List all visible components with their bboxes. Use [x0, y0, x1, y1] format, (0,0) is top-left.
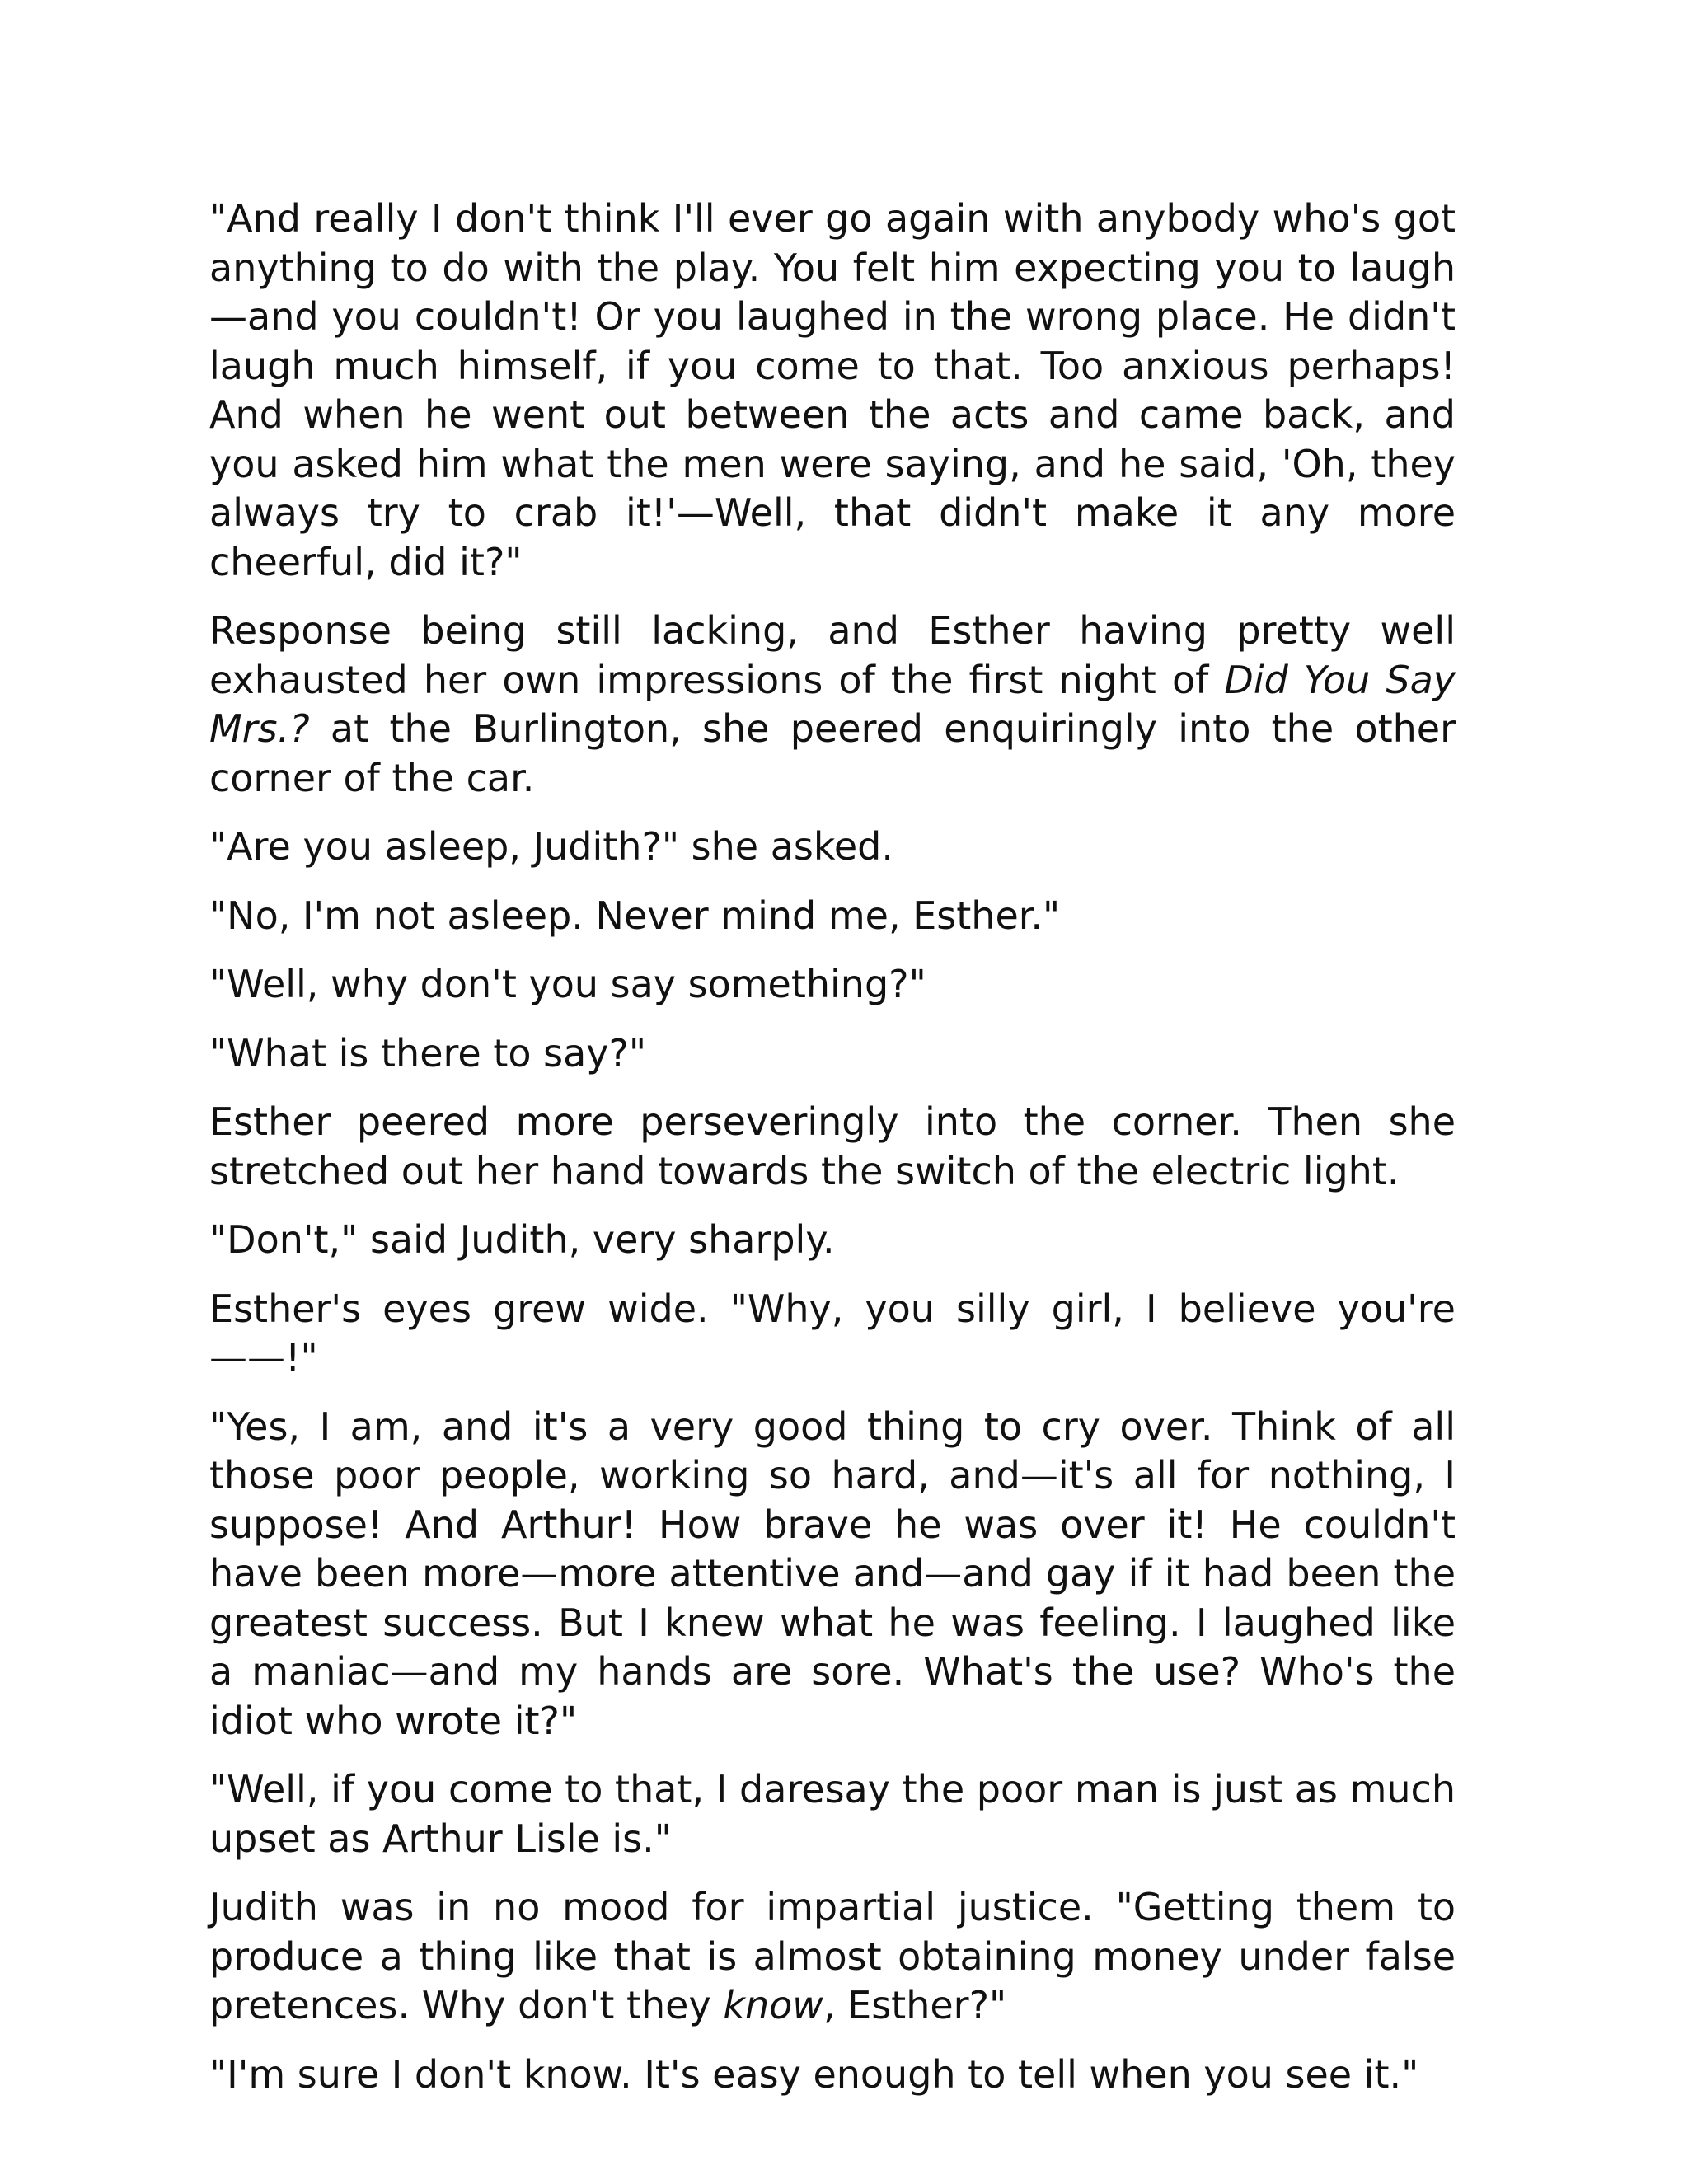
paragraph-8 — [209, 1216, 1456, 1265]
paragraph-6 — [209, 1029, 1456, 1079]
paragraph-5 — [209, 960, 1456, 1010]
paragraph-2 — [209, 607, 1456, 803]
paragraph-text: Esther peered more perseveringly into the corner. Then she stretched out her hand towards the switch of the electric light. — [209, 1099, 1456, 1193]
paragraph-11 — [209, 1765, 1456, 1863]
paragraph-13 — [209, 2050, 1456, 2100]
paragraph-text: "Are you asleep, Judith?" she asked. — [209, 824, 893, 869]
play-title: Did You Say Mrs.? — [209, 657, 1456, 751]
paragraph-text: Judith was in no mood for impartial justice. "Getting them to produce a thing like that is almost obtaining money under false pretences. Why don't they — [209, 1885, 1456, 2027]
paragraph-1 — [209, 194, 1456, 587]
emphasized-word: know — [723, 1983, 823, 2027]
paragraph-7 — [209, 1098, 1456, 1196]
paragraph-text: "No, I'm not asleep. Never mind me, Esther." — [209, 893, 1061, 938]
paragraph-3 — [209, 823, 1456, 872]
paragraph-text: "Well, why don't you say something?" — [209, 962, 926, 1006]
paragraph-9 — [209, 1285, 1456, 1383]
paragraph-4 — [209, 892, 1456, 941]
paragraph-text: "Don't," said Judith, very sharply. — [209, 1217, 835, 1262]
paragraph-text: , Esther?" — [823, 1983, 1007, 2027]
document-page — [209, 194, 1456, 2119]
paragraph-text: "And really I don't think I'll ever go again with anybody who's got anything to do with the play. You felt him expecting you to laugh—and you couldn't! Or you laughed in the wrong place. He didn't laugh much himself, if you come to that. Too anxious perhaps! And when he went out between the acts and came back, and you asked him what the men were saying, and he said, 'Oh, they always try to crab it!'—Well, that didn't make it any more cheerful, did it?" — [209, 196, 1456, 584]
paragraph-text: Response being still lacking, and Esther having pretty well exhausted her own impressions of the first night of — [209, 608, 1456, 702]
paragraph-text: "What is there to say?" — [209, 1030, 647, 1076]
paragraph-text: Esther's eyes grew wide. "Why, you silly girl, I believe you're——!" — [209, 1286, 1456, 1380]
paragraph-text: at the Burlington, she peered enquiringly into the other corner of the car. — [209, 706, 1456, 800]
paragraph-text: "I'm sure I don't know. It's easy enough to tell when you see it." — [209, 2051, 1419, 2097]
paragraph-text: "Yes, I am, and it's a very good thing to cry over. Think of all those poor people, working so hard, and—it's all for nothing, I suppose! And Arthur! How brave he was over it! He couldn't have been more—more attentive and—and gay if it had been the greatest success. But I knew what he was feeling. I laughed like a maniac—and my hands are sore. What's the use? Who's the idiot who wrote it?" — [209, 1404, 1456, 1743]
paragraph-12 — [209, 1883, 1456, 2031]
paragraph-10 — [209, 1403, 1456, 1746]
paragraph-text: "Well, if you come to that, I daresay the poor man is just as much upset as Arthur Lisle is." — [209, 1767, 1456, 1861]
